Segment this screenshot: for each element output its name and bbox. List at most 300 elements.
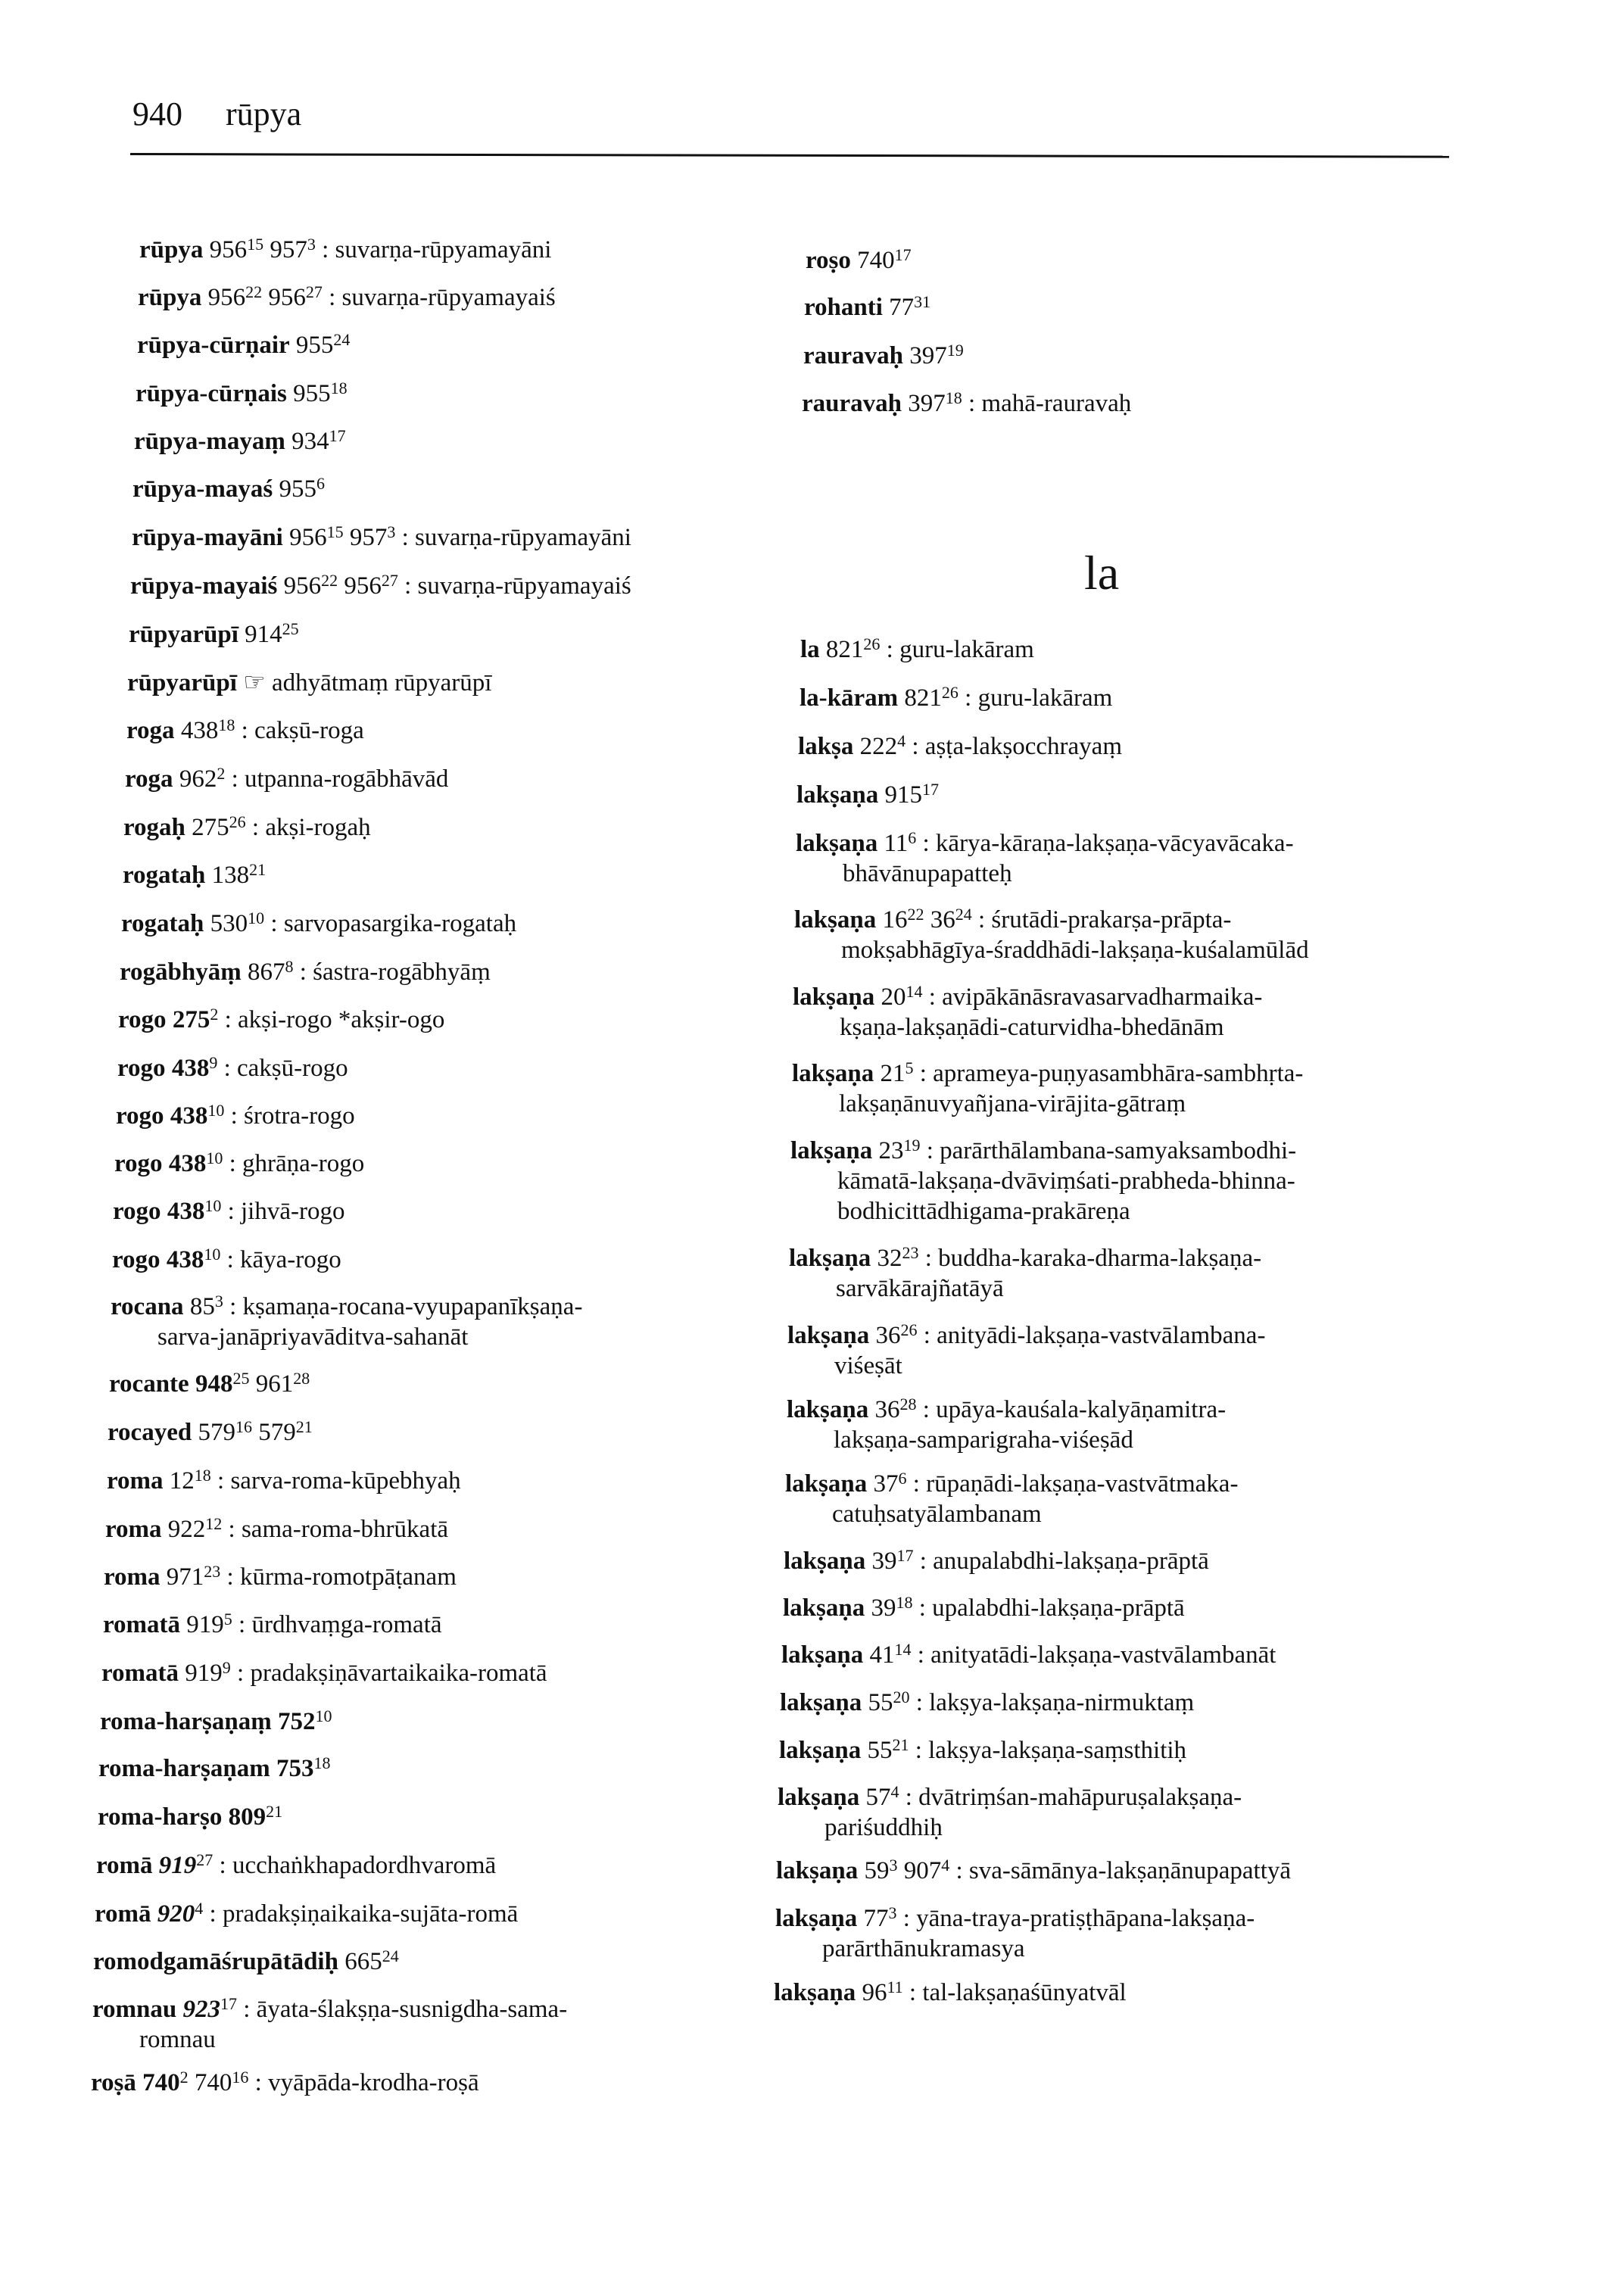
entry-text: : kārya-kāraṇa-lakṣaṇa-vācyavācaka- (916, 830, 1294, 857)
dictionary-entry (127, 668, 491, 698)
dictionary-entry (111, 1292, 582, 1352)
dictionary-entry (794, 905, 1309, 965)
entry-text: : jihvā-rogo (221, 1198, 345, 1225)
entry-text: 222 (853, 733, 898, 760)
headword: romodgamāśrupātādiḥ (93, 1948, 338, 1975)
headword: romā (95, 1900, 151, 1928)
entry-line (116, 1101, 355, 1131)
dictionary-entry (96, 1850, 496, 1881)
dictionary-entry (92, 1994, 567, 2055)
entry-text: 32 (871, 1245, 902, 1272)
entry-line (125, 764, 448, 794)
headword: lakṣaṇa (789, 1245, 871, 1272)
line-superscript: 21 (249, 860, 267, 880)
dictionary-entry (778, 1782, 1242, 1843)
page-number: 940 (132, 95, 182, 132)
entry-line (790, 1136, 1296, 1166)
headword: roma-harṣaṇam (98, 1755, 270, 1782)
line-superscript: 16 (235, 1417, 252, 1437)
entry-line (780, 1688, 1194, 1718)
line-superscript: 26 (941, 683, 959, 703)
entry-text: : suvarṇa-rūpyamayāni (315, 236, 552, 263)
entry-line (130, 571, 631, 601)
entry-text: 438 (174, 717, 219, 744)
dictionary-entry (120, 957, 491, 987)
headword: lakṣaṇa (778, 1784, 860, 1811)
headword: romnau (92, 1996, 177, 2023)
entry-line (787, 1395, 1226, 1425)
headword: lakṣaṇa (784, 1548, 866, 1575)
entry-line (120, 957, 491, 987)
entry-text: 923 (176, 1996, 220, 2023)
dictionary-entry (103, 1610, 442, 1640)
dictionary-entry (116, 1101, 355, 1131)
line-superscript: 24 (955, 905, 972, 924)
entry-continuation: sarva-janāpriyavāditva-sahanāt (157, 1323, 469, 1351)
entry-text: : ūrdhvaṃga-romatā (232, 1611, 442, 1638)
entry-text: 41 (863, 1641, 895, 1669)
line-superscript: 22 (245, 282, 263, 302)
entry-text: 579 (192, 1419, 235, 1446)
entry-line (95, 1899, 518, 1929)
line-superscript: 10 (206, 1149, 223, 1168)
entry-text: : kūrma-romotpāṭanam (220, 1563, 457, 1591)
headword: rūpya-mayaiś (130, 572, 278, 600)
dictionary-entry (95, 1899, 518, 1929)
entry-text: 397 (902, 390, 946, 417)
entry-continuation: lakṣaṇānuvyañjana-virājita-gātraṃ (839, 1090, 1186, 1117)
dictionary-entry (129, 619, 299, 650)
entry-text: 740 (136, 2069, 180, 2096)
entry-line (792, 1058, 1303, 1089)
entry-text: 36 (924, 906, 955, 933)
entry-line (776, 1856, 1291, 1886)
line-superscript: 14 (894, 1640, 912, 1660)
entry-text: 752 (271, 1708, 316, 1735)
line-superscript: 26 (229, 812, 246, 832)
entry-text: : pradakṣiṇāvartaikaika-romatā (230, 1660, 547, 1687)
headword: roga (125, 765, 173, 793)
line-superscript: 21 (892, 1735, 909, 1755)
headword: lakṣaṇa (781, 1641, 864, 1669)
entry-text: 39 (865, 1548, 897, 1575)
line-superscript: 4 (897, 731, 906, 751)
entry-line (775, 1903, 1255, 1934)
line-superscript: 24 (382, 1946, 399, 1966)
line-superscript: 26 (900, 1320, 918, 1340)
entry-text: : sva-sāmānya-lakṣaṇānupapattyā (949, 1857, 1292, 1884)
entry-text: 59 (858, 1857, 890, 1884)
entry-line (796, 780, 939, 810)
line-superscript: 17 (220, 1994, 237, 2014)
entry-text: 753 (270, 1755, 314, 1782)
entry-line (107, 1466, 461, 1496)
entry-text: 922 (161, 1516, 206, 1543)
headword: lakṣaṇa (785, 1470, 868, 1498)
dictionary-entry (138, 282, 556, 313)
dictionary-entry (806, 245, 912, 276)
line-superscript: 6 (898, 1469, 907, 1488)
line-superscript: 21 (266, 1802, 283, 1822)
line-superscript: 9 (222, 1658, 231, 1678)
dictionary-entry (112, 1245, 341, 1275)
entry-line (803, 341, 964, 371)
dictionary-entry (796, 780, 939, 810)
page-header (0, 0, 1624, 167)
entry-text: 77 (857, 1905, 889, 1932)
entry-line (111, 1292, 582, 1322)
dictionary-entry (98, 1802, 282, 1832)
entry-line (114, 1149, 364, 1179)
entry-text: 397 (903, 342, 947, 369)
entry-text: 438 (164, 1102, 208, 1130)
entry-line (126, 715, 364, 746)
entry-text: 934 (285, 428, 329, 455)
headword: rūpya-mayāni (132, 524, 283, 551)
entry-text: 275 (166, 1006, 210, 1033)
line-superscript: 10 (204, 1245, 221, 1264)
dictionary-entry (139, 235, 551, 265)
headword: romā (96, 1852, 153, 1879)
headword: lakṣaṇa (790, 1137, 873, 1164)
entry-text: 957 (343, 524, 388, 551)
entry-line (789, 1243, 1261, 1273)
line-superscript: 22 (907, 905, 924, 924)
headword: lakṣaṇa (779, 1737, 862, 1764)
entry-text: : ghrāṇa-rogo (223, 1150, 365, 1177)
entry-text: 956 (201, 284, 246, 311)
entry-line (787, 1320, 1265, 1351)
entry-text: : āyata-ślakṣṇa-susnigdha-sama- (237, 1996, 568, 2023)
dictionary-entry (117, 1053, 348, 1083)
entry-line (778, 1782, 1242, 1812)
entry-text: 530 (204, 910, 248, 937)
line-superscript: 2 (210, 1005, 219, 1024)
line-superscript: 27 (381, 571, 398, 591)
entry-line (798, 731, 1122, 762)
entry-text: : aṣṭa-lakṣocchrayaṃ (906, 733, 1122, 760)
header-rule (130, 153, 1449, 158)
entry-line (779, 1735, 1186, 1766)
headword: rūpya-mayaṃ (134, 428, 285, 455)
entry-text: ☞ adhyātmaṃ rūpyarūpī (236, 669, 492, 697)
headword: lakṣaṇa (794, 906, 877, 933)
entry-continuation: kāmatā-lakṣaṇa-dvāviṃśati-prabheda-bhinna- (837, 1167, 1295, 1195)
dictionary-entry (113, 1196, 344, 1226)
entry-text: : vyāpāda-krodha-roṣā (248, 2069, 479, 2096)
line-superscript: 18 (896, 1593, 913, 1613)
entry-text: 96 (856, 1979, 887, 2006)
entry-line (132, 474, 325, 504)
entry-text: : anityādi-lakṣaṇa-vastvālambana- (917, 1322, 1266, 1349)
headword: lakṣaṇa (774, 1979, 856, 2006)
entry-text: 962 (173, 765, 217, 793)
entry-text: 740 (188, 2069, 232, 2096)
entry-text: 39 (865, 1594, 896, 1622)
entry-text: : sama-roma-bhrūkatā (222, 1516, 449, 1543)
dictionary-entry (792, 1058, 1303, 1119)
line-superscript: 27 (196, 1850, 214, 1870)
line-superscript: 9 (209, 1053, 218, 1073)
line-superscript: 19 (903, 1136, 921, 1155)
entry-text: : śrutādi-prakarṣa-prāpta- (971, 906, 1232, 933)
dictionary-entry (784, 1546, 1209, 1576)
entry-text: : ucchaṅkhapadordhvaromā (213, 1852, 497, 1879)
line-superscript: 6 (908, 828, 917, 848)
entry-text: : akṣi-rogo *akṣir-ogo (218, 1006, 445, 1033)
headword: romatā (103, 1611, 181, 1638)
dictionary-entry (136, 379, 348, 409)
line-superscript: 3 (307, 235, 316, 254)
dictionary-entry (98, 1753, 330, 1784)
entry-text: 57 (859, 1784, 891, 1811)
headword: rogo (117, 1055, 166, 1082)
entry-text: : pradakṣiṇaikaika-sujāta-romā (203, 1900, 519, 1928)
entry-line (137, 330, 350, 360)
headword: lakṣaṇa (783, 1594, 865, 1622)
entry-text: 956 (277, 572, 322, 600)
entry-line (104, 1562, 457, 1592)
headword: rauravaḥ (802, 390, 902, 417)
entry-text: 12 (163, 1467, 195, 1495)
dictionary-entry (114, 1149, 364, 1179)
entry-text: 948 (189, 1370, 233, 1398)
headword: romatā (101, 1660, 179, 1687)
entry-text: : cakṣū-rogo (217, 1055, 348, 1082)
entry-continuation: viśeṣāt (834, 1352, 902, 1379)
entry-text: : suvarṇa-rūpyamayaiś (397, 572, 631, 600)
entry-text: 55 (862, 1689, 893, 1716)
dictionary-entry (785, 1469, 1238, 1529)
line-superscript: 2 (217, 764, 226, 784)
entry-text: 956 (338, 572, 382, 600)
dictionary-entry (118, 1005, 444, 1035)
entry-line (806, 245, 912, 276)
entry-text: : rūpaṇādi-lakṣaṇa-vastvātmaka- (906, 1470, 1239, 1498)
entry-line (784, 1546, 1209, 1576)
entry-text: 971 (160, 1563, 204, 1591)
dictionary-entry (779, 1735, 1186, 1766)
entry-text: : sarva-roma-kūpebhyaḥ (210, 1467, 461, 1495)
headword: rocayed (108, 1419, 192, 1446)
entry-line (92, 1994, 567, 2024)
headword: la (800, 636, 820, 663)
headword: rohanti (804, 294, 883, 321)
headword: rogo (118, 1006, 167, 1033)
entry-text: : suvarṇa-rūpyamayaiś (322, 284, 556, 311)
headword: roma (107, 1467, 164, 1495)
dictionary-entry (781, 1640, 1276, 1670)
entry-text: : suvarṇa-rūpyamayāni (395, 524, 631, 551)
dictionary-entry (108, 1417, 313, 1448)
dictionary-entry (787, 1395, 1226, 1455)
entry-line (774, 1978, 1127, 2008)
line-superscript: 27 (305, 282, 323, 302)
entry-line (794, 905, 1309, 935)
entry-line (121, 909, 516, 939)
headword: roga (126, 717, 175, 744)
dictionary-entry (132, 522, 631, 553)
entry-text: : guru-lakāram (958, 684, 1113, 712)
entry-text: 956 (282, 524, 327, 551)
entry-line (101, 1658, 547, 1688)
entry-text: 85 (183, 1293, 215, 1320)
headword: rogataḥ (123, 862, 206, 889)
entry-line (123, 860, 266, 890)
line-superscript: 3 (889, 1856, 898, 1875)
headword: roma-harṣo (98, 1803, 223, 1831)
headword: rūpya (139, 236, 204, 263)
entry-line (800, 634, 1034, 665)
entry-text: 809 (222, 1803, 267, 1831)
entry-text: 955 (273, 475, 316, 503)
dictionary-entry (132, 474, 325, 504)
dictionary-entry (137, 330, 350, 360)
entry-text: : upalabdhi-lakṣaṇa-prāptā (912, 1594, 1185, 1622)
entry-line (796, 828, 1294, 859)
entry-text: 961 (249, 1370, 294, 1398)
headword: rūpya-cūrṇais (136, 380, 287, 407)
entry-text: : akṣi-rogaḥ (245, 814, 371, 841)
entry-text: 20 (874, 983, 906, 1011)
line-superscript: 21 (295, 1417, 313, 1437)
dictionary-entry (798, 731, 1122, 762)
line-superscript: 17 (896, 1546, 914, 1566)
entry-text: 955 (289, 332, 334, 359)
dictionary-entry (802, 388, 1131, 419)
entry-line (783, 1593, 1185, 1623)
dictionary-entry (91, 2068, 479, 2098)
entry-text: : utpanna-rogābhāvād (225, 765, 449, 793)
entry-line (136, 379, 348, 409)
line-superscript: 18 (313, 1753, 331, 1773)
entry-line (134, 426, 346, 457)
headword: lakṣaṇa (793, 983, 875, 1011)
entry-text: : cakṣū-roga (235, 717, 364, 744)
line-superscript: 25 (232, 1369, 250, 1389)
headword: roma (105, 1516, 162, 1543)
dictionary-entry (790, 1136, 1296, 1226)
dictionary-entry (121, 909, 516, 939)
dictionary-entry (105, 1514, 448, 1544)
dictionary-entry (93, 1946, 399, 1977)
headword: rauravaḥ (803, 342, 903, 369)
line-superscript: 4 (941, 1856, 950, 1875)
line-superscript: 18 (218, 715, 235, 735)
entry-text: 957 (263, 236, 307, 263)
entry-text: 920 (151, 1900, 195, 1928)
headword: roṣo (806, 247, 851, 274)
entry-continuation: bodhicittādhigama-prakāreṇa (837, 1198, 1130, 1225)
dictionary-entry (101, 1658, 547, 1688)
entry-line (100, 1706, 332, 1737)
headword: lakṣaṇa (787, 1322, 870, 1349)
dictionary-entry (800, 634, 1034, 665)
entry-text: 867 (241, 958, 285, 986)
dictionary-entry (787, 1320, 1265, 1381)
entry-line (781, 1640, 1276, 1670)
dictionary-entry (783, 1593, 1185, 1623)
entry-line (802, 388, 1131, 419)
entry-text: 438 (161, 1198, 205, 1225)
line-superscript: 10 (204, 1196, 222, 1216)
headword: rūpyarūpī (127, 669, 237, 697)
entry-text: 956 (203, 236, 248, 263)
entry-line (129, 619, 299, 650)
entry-line (138, 282, 556, 313)
entry-continuation: kṣaṇa-lakṣaṇādi-caturvidha-bhedānām (840, 1014, 1224, 1041)
headword: lakṣaṇa (775, 1905, 858, 1932)
entry-text: : avipākānāsravasarvadharmaika- (922, 983, 1263, 1011)
line-superscript: 15 (247, 235, 264, 254)
headword: rūpyarūpī (129, 621, 238, 648)
dictionary-entry (125, 764, 448, 794)
entry-text: 11 (877, 830, 909, 857)
entry-line (132, 522, 631, 553)
headword: rogābhyāṃ (120, 958, 242, 986)
dictionary-entry (107, 1466, 461, 1496)
line-superscript: 20 (893, 1688, 910, 1707)
line-superscript: 10 (315, 1706, 332, 1726)
entry-line (127, 668, 491, 698)
entry-text: 579 (251, 1419, 296, 1446)
entry-text: 438 (160, 1246, 204, 1273)
dictionary-entry (109, 1369, 310, 1399)
dictionary-entry (130, 571, 631, 601)
dictionary-entry (796, 828, 1294, 889)
line-superscript: 5 (223, 1610, 232, 1629)
entry-text: : kṣamaṇa-rocana-vyupapanīkṣaṇa- (223, 1293, 583, 1320)
line-superscript: 17 (329, 426, 346, 446)
entry-text: 915 (878, 781, 922, 809)
line-superscript: 15 (326, 522, 344, 542)
line-superscript: 28 (899, 1395, 917, 1414)
headword: lakṣaṇa (780, 1689, 862, 1716)
headword: rocante (109, 1370, 189, 1398)
entry-text: 919 (152, 1852, 197, 1879)
line-superscript: 17 (894, 245, 912, 265)
headword: lakṣa (798, 733, 854, 760)
entry-continuation: sarvākārajñatāyā (836, 1275, 1004, 1302)
entry-text: 16 (876, 906, 908, 933)
line-superscript: 23 (902, 1243, 919, 1263)
entry-text: : dvātriṃśan-mahāpuruṣalakṣaṇa- (899, 1784, 1242, 1811)
entry-text: 438 (162, 1150, 207, 1177)
entry-text: 955 (286, 380, 331, 407)
headword: rogaḥ (123, 814, 185, 841)
headword: rogo (112, 1246, 161, 1273)
entry-text: 740 (850, 247, 895, 274)
entry-text: 665 (338, 1948, 382, 1975)
entry-line (800, 683, 1112, 713)
entry-text: : anityatādi-lakṣaṇa-vastvālambanāt (911, 1641, 1276, 1669)
dictionary-entry (104, 1562, 457, 1592)
entry-continuation: bhāvānupapatteḥ (843, 860, 1012, 887)
entry-line (113, 1196, 344, 1226)
line-superscript: 2 (179, 2068, 189, 2087)
entry-text: 907 (897, 1857, 942, 1884)
entry-line (109, 1369, 310, 1399)
line-superscript: 6 (316, 474, 325, 494)
entry-continuation: lakṣaṇa-samparigraha-viśeṣād (834, 1426, 1133, 1454)
entry-text: 55 (861, 1737, 893, 1764)
line-superscript: 18 (945, 388, 962, 408)
entry-text: 138 (205, 862, 250, 889)
entry-text: : upāya-kauśala-kalyāṇamitra- (916, 1396, 1227, 1423)
entry-text: 821 (898, 684, 942, 712)
line-superscript: 10 (207, 1101, 225, 1121)
entry-text: 36 (869, 1322, 901, 1349)
